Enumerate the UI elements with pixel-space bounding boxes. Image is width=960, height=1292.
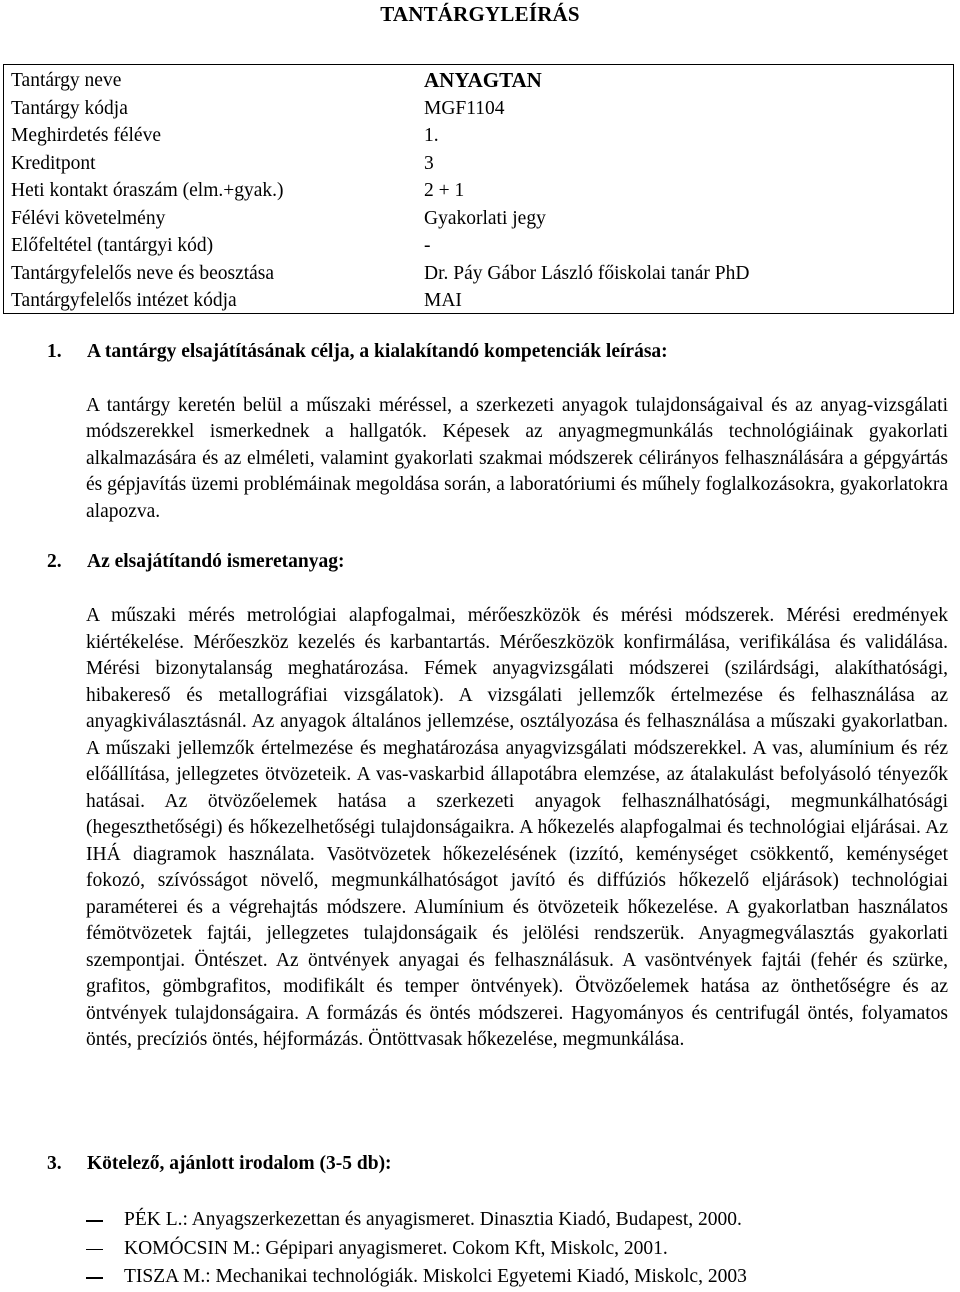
subject-info-table [3,64,954,314]
info-row-responsible [11,260,941,287]
section-title: Kötelező, ajánlott irodalom (3-5 db): [87,1153,392,1174]
info-label: Tantárgy neve [11,70,122,91]
dash-bullet-icon [86,1249,103,1251]
info-label: Előfeltétel (tantárgyi kód) [11,235,214,256]
info-label: Tantárgyfelelős neve és beosztása [11,262,275,284]
info-row-credits [11,150,941,177]
info-value: Gyakorlati jegy [424,207,546,229]
info-value: - [424,235,431,256]
section-goals-text: A tantárgy keretén belül a műszaki méréssel, a szerkezeti anyagok tulajdonságaival és az anyag-vizsgálati módszerekkel ismerkednek a hallgatók. Képesek az anyagmegmunkálás technológiáinak gyakorlati alkalmazására és az elméleti, valamint gyakorlati szakmai módszerek célirányos felhasználására a gépgyártás és gépjavítás üzemi problémáinak megoldása során, a laboratóriumi és műhely foglalkozásokra, gyakorlatokra alapozva. [86,395,948,522]
info-value: 2 + 1 [424,180,465,201]
document-title: TANTÁRGYLEÍRÁS [380,2,580,26]
info-value: 1. [424,125,439,146]
section-title: Az elsajátítandó ismeretanyag: [87,551,345,572]
reference-list [86,1206,948,1292]
info-label: Heti kontakt óraszám (elm.+gyak.) [11,180,284,201]
dash-bullet-icon [86,1277,103,1279]
reference-text: PÉK L.: Anyagszerkezettan és anyagismeret. Dinasztia Kiadó, Budapest, 2000. [124,1209,742,1230]
reference-text: TISZA M.: Mechanikai technológiák. Miskolci Egyetemi Kiadó, Miskolc, 2003 [124,1266,747,1287]
section-heading-content [47,551,344,573]
info-label: Tantárgyfelelős intézet kódja [11,290,237,311]
info-value: ANYAGTAN [424,68,542,92]
section-number: 1. [47,341,62,362]
info-row-weekly-hours [11,177,941,204]
info-value: Dr. Páy Gábor László főiskolai tanár PhD [424,262,750,284]
dash-bullet-icon [86,1220,103,1222]
info-label: Kreditpont [11,152,96,174]
info-row-institute-code [11,287,941,314]
info-label: Félévi követelmény [11,207,166,229]
reference-text: KOMÓCSIN M.: Gépipari anyagismeret. Cokom Kft, Miskolc, 2001. [124,1237,668,1259]
info-value: MAI [424,290,462,311]
list-item [86,1235,948,1264]
info-label: Tantárgy kódja [11,97,128,119]
info-row-subject-name [11,67,941,94]
info-row-prerequisite [11,232,941,259]
section-heading-literature [47,1153,392,1175]
section-number: 2. [47,551,62,572]
info-row-subject-code [11,95,941,122]
list-item [86,1263,948,1292]
info-value: 3 [424,152,434,174]
list-item [86,1206,948,1235]
section-title: A tantárgy elsajátításának célja, a kialakítandó kompetenciák leírása: [87,341,668,362]
info-row-semester [11,122,941,149]
info-value: MGF1104 [424,97,505,119]
section-number: 3. [47,1153,62,1174]
section-content-text: A műszaki mérés metrológiai alapfogalmai, mérőeszközök és mérési módszerek. Mérési eredmények kiértékelése. Mérőeszköz kezelés és karbantartás. Mérőeszközök konfirmálása, verifikálása és validálása. Mérési bizonytalanság meghatározása. Fémek anyagvizsgálati módszerei (szilárdsági, alakíthatósági, hibakereső és metallográfiai vizsgálatok). A vizsgálati jellemzők értelmezése és felhasználása az anyagkiválasztásnál. Az anyagok általános jellemzése, osztályozása és felhasználása a műszaki gyakorlatban. A műszaki jellemzők értelmezése és meghatározása anyagvizsgálati módszerekkel. A vas, alumínium és réz előállítása, jellegzetes ötvözeteik. A vas-vaskarbid állapotábra elemzése, az átalakulást befolyásoló tényezők hatásai. Az ötvözőelemek hatása a szerkezeti anyagok felhasználhatósági, megmunkálhatósági (hegeszthetőségi) és hőkezelhetőségi tulajdonságaikra. A hőkezelés alapfogalmai és technológiai eljárásai. Az IHÁ diagramok használata. Vasötvözetek hőkezelésének (izzító, keménységet csökkentő, keménységet fokozó, szívósságot növelő, megmunkálhatóságot javító és diffúziós hőkezelő eljárások) technológiai paraméterei és a végrehajtás módszere. Alumínium és ötvözeteik hőkezelése. A gyakorlatban használatos fémötvözetek fajtái, jellegzetes tulajdonságaik és jelölési rendszerük. Anyagmegválasztás gyakorlati szempontjai. Öntészet. Az öntvények anyagai és felhasználásuk. A vasöntvények fajtái (fehér és szürke, grafitos, gömbgrafitos, modifikált és temper öntvények). Ötvözőelemek hatása az önthetőségre és az öntvények tulajdonságaira. A formázás és öntés módszerei. Hagyományos és centrifugál öntés, folyamatos öntés, precíziós öntés, héjformázás. Öntöttvasak hőkezelése, megmunkálása. [86,605,948,1050]
info-row-requirement [11,205,941,232]
section-heading-goals [47,341,668,363]
info-label: Meghirdetés féléve [11,125,161,146]
